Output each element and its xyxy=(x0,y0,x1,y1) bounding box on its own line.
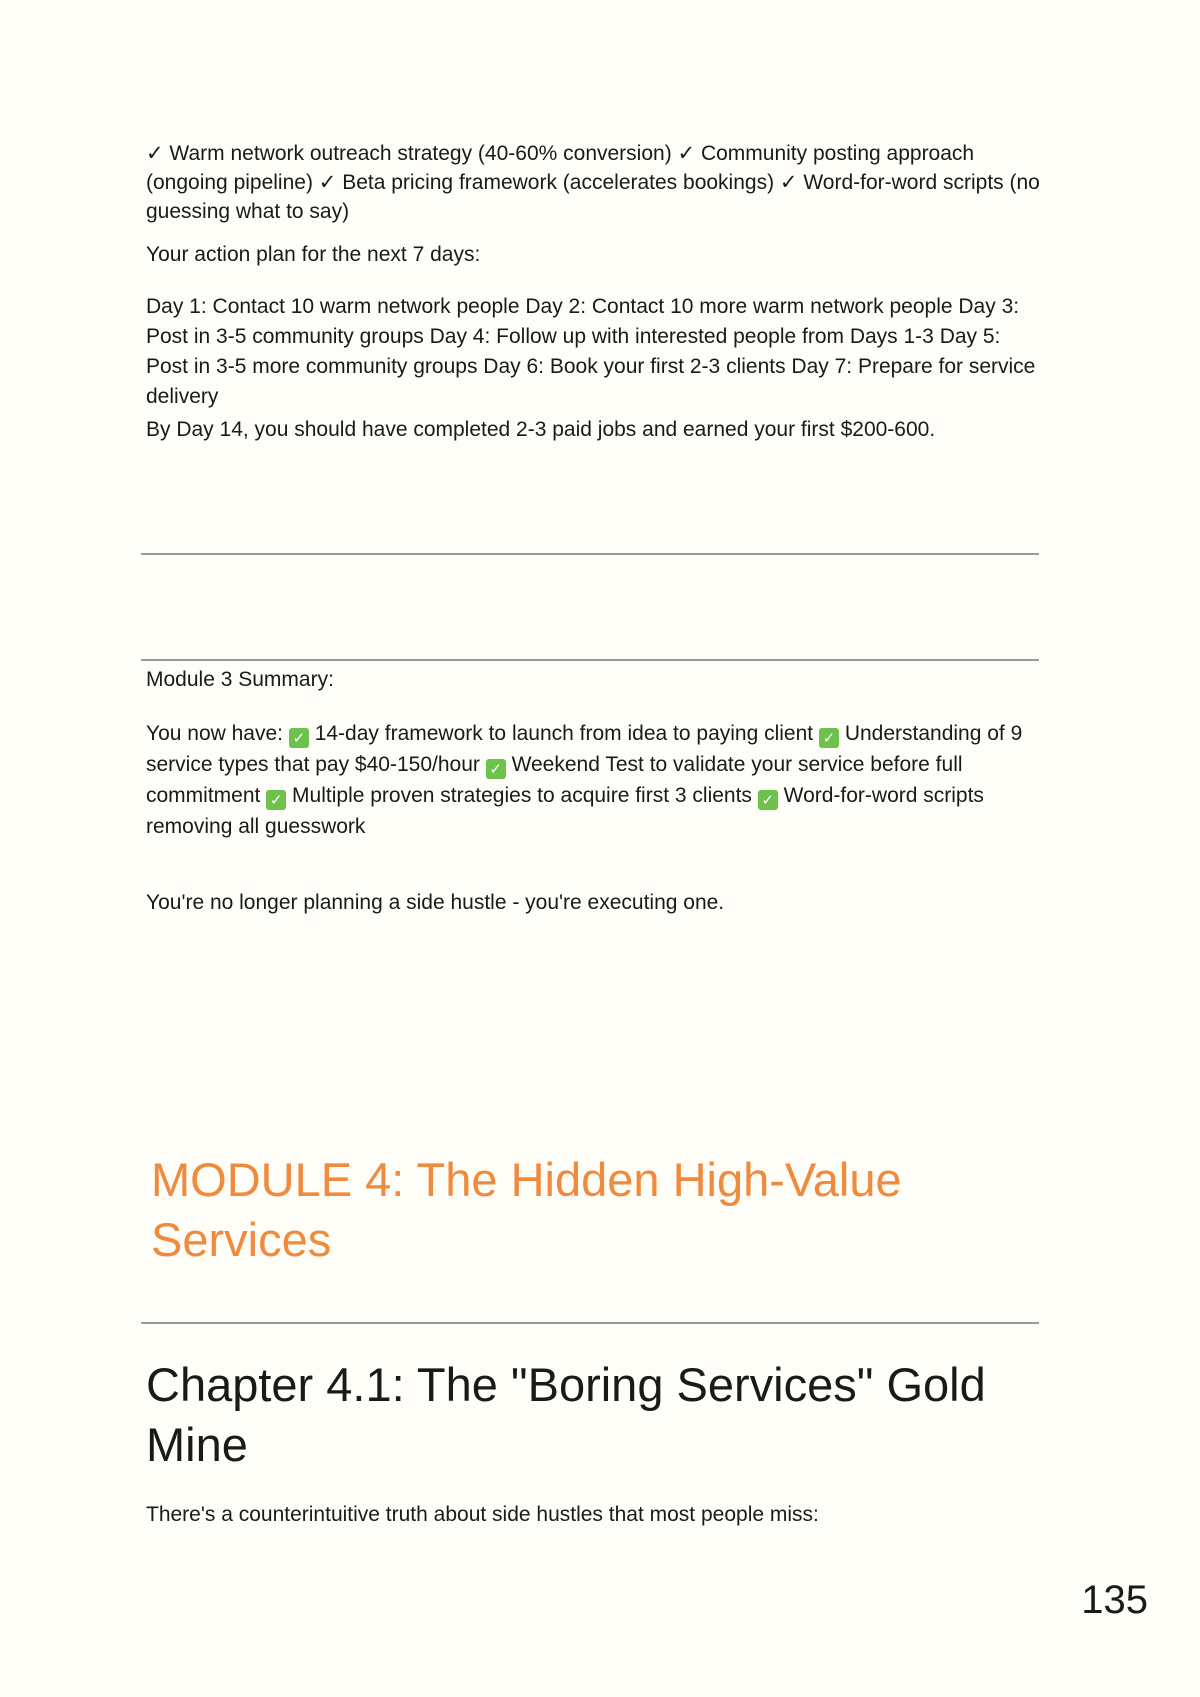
page-number: 135 xyxy=(1081,1578,1148,1622)
chapter-title: Chapter 4.1: The "Boring Services" Gold Mine xyxy=(146,1358,986,1471)
action-plan-intro: Your action plan for the next 7 days: xyxy=(146,243,481,266)
action-plan-outcome: By Day 14, you should have completed 2-3 paid jobs and earned your first $200-600. xyxy=(146,418,936,441)
summary-item: Word-for-word scripts removing all guesswork xyxy=(146,784,984,838)
chapter-intro: There's a counterintuitive truth about side hustles that most people miss: xyxy=(146,1503,819,1526)
check-icon: ✓ xyxy=(819,728,839,748)
summary-closing: You're no longer planning a side hustle - you're executing one. xyxy=(146,891,725,914)
summary-list xyxy=(146,718,1046,842)
summary-heading: Module 3 Summary: xyxy=(146,668,334,691)
action-plan-days: Day 1: Contact 10 warm network people Day 2: Contact 10 more warm network people Day 3: Post in 3-5 community groups Day 4: Follow up with interested people from Days 1-3 Day 5: Post in 3-5 more community groups Day 6: Book your first 2-3 clients Day 7: Prepare for service delivery xyxy=(146,295,1036,408)
check-icon: ✓ xyxy=(758,790,778,810)
check-icon: ✓ xyxy=(486,759,506,779)
divider xyxy=(141,659,1039,661)
divider xyxy=(141,553,1039,555)
recap-checklist: ✓ Warm network outreach strategy (40-60% conversion) ✓ Community posting approach (ongoing pipeline) ✓ Beta pricing framework (accelerates bookings) ✓ Word-for-word scripts (no guessing what to say) xyxy=(146,142,1040,223)
check-icon: ✓ xyxy=(289,728,309,748)
divider xyxy=(141,1322,1039,1324)
summary-item: Multiple proven strategies to acquire first 3 clients xyxy=(292,784,752,807)
module-title: MODULE 4: The Hidden High-Value Services xyxy=(151,1153,902,1266)
summary-item: Understanding of 9 service types that pay $40-150/hour xyxy=(146,722,1023,776)
summary-item: 14-day framework to launch from idea to paying client xyxy=(314,722,814,745)
summary-lead: You now have: xyxy=(146,722,284,745)
summary-item: Weekend Test to validate your service before full commitment xyxy=(146,753,963,807)
check-icon: ✓ xyxy=(266,790,286,810)
